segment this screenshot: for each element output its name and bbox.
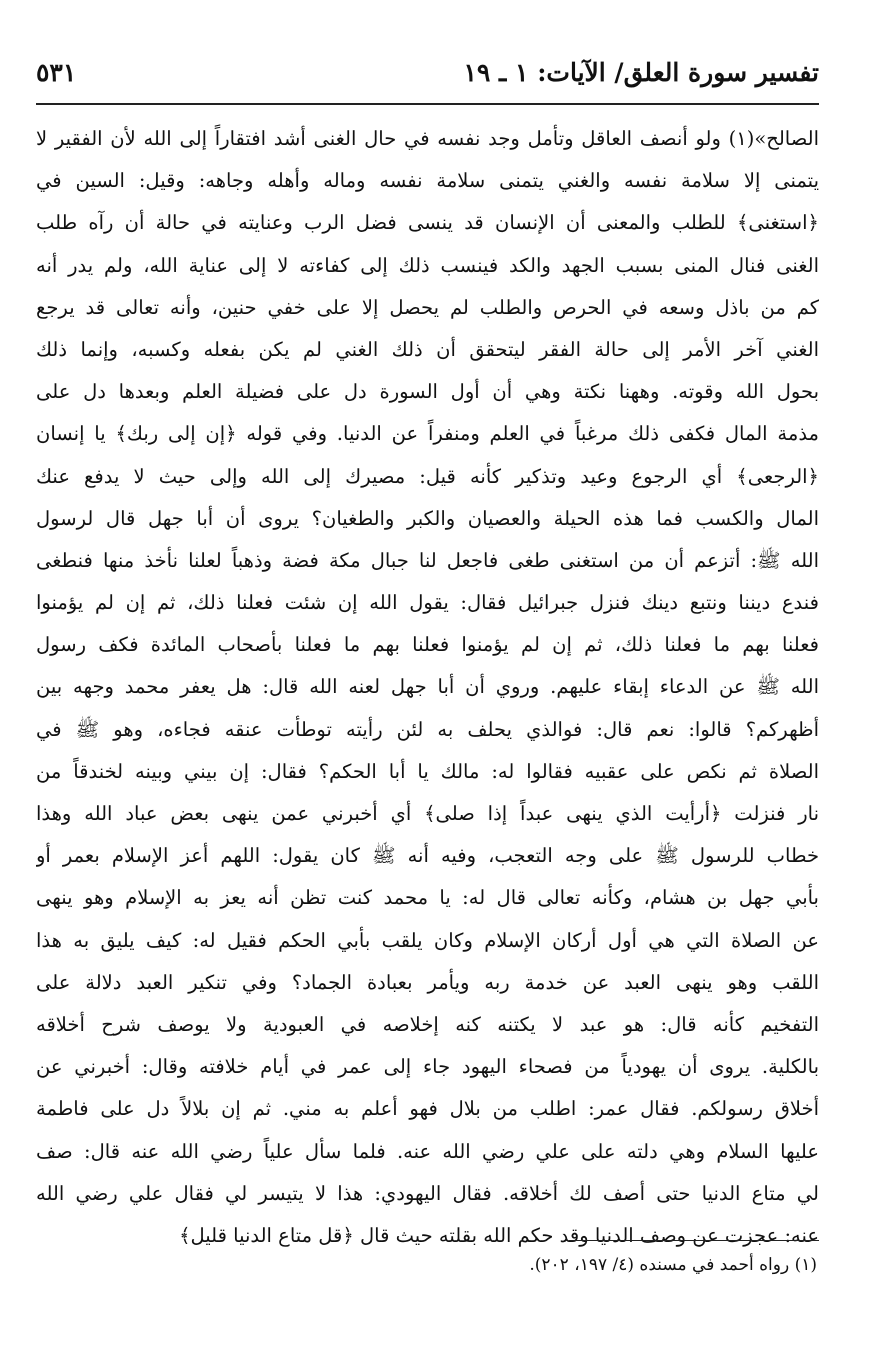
page-header bbox=[36, 58, 819, 98]
main-text bbox=[36, 118, 819, 1257]
footnote-divider bbox=[569, 1240, 819, 1241]
text-line: الغني آخر الأمر إلى حالة الفقر ليتحقق أن ذلك الغني لم يكن بفعله وكسبه، وإنما ذلك bbox=[36, 337, 819, 361]
text-line: عنه: عجزت عن وصف الدنيا وقد حكم الله بقلته حيث قال ﴿قل متاع الدنيا قليل﴾ bbox=[179, 1223, 819, 1247]
text-line: أخلاق رسولكم. فقال عمر: اطلب من بلال فهو أعلم به مني. ثم إن بلالاً دل على فاطمة bbox=[36, 1097, 819, 1121]
page-number: ٥٣١ bbox=[36, 58, 77, 87]
running-title: تفسير سورة العلق/ الآيات: ١ ـ ١٩ bbox=[463, 58, 819, 87]
text-line: الله ﷺ: أتزعم أن من استغنى طغى فاجعل لنا جبال مكة فضة وذهباً لعلنا نأخذ منها فنطغى bbox=[36, 548, 819, 572]
header-divider bbox=[36, 103, 819, 105]
text-line: ﴿استغنى﴾ للطلب والمعنى أن الإنسان قد ينسى فضل الرب وعنايته في حالة أن رآه طلب bbox=[36, 211, 819, 235]
text-line: ﴿الرجعى﴾ أي الرجوع وعيد وتذكير كأنه قيل: مصيرك إلى الله وإلى حيث لا يدفع عنك bbox=[36, 464, 819, 488]
text-line: لي متاع الدنيا حتى أصف لك أخلاقه. فقال اليهودي: هذا لا يتيسر لي فقال علي رضي الله bbox=[36, 1181, 819, 1205]
text-line: عن الصلاة التي هي أول أركان الإسلام وكان يلقب بأبي الحكم فقيل له: كيف يليق به هذا bbox=[36, 928, 819, 952]
text-line: مذمة المال فكفى ذلك مرغباً في العلم ومنفراً عن الدنيا. وفي قوله ﴿إن إلى ربك﴾ يا إنسان bbox=[36, 422, 819, 446]
text-line: الله ﷺ عن الدعاء إبقاء عليهم. وروي أن أبا جهل لعنه الله قال: هل يعفر محمد وجهه بين bbox=[36, 675, 819, 699]
text-line: نار فنزلت ﴿أرأيت الذي ينهى عبداً إذا صلى﴾ أي أخبرني عمن ينهى بعض عباد الله وهذا bbox=[36, 802, 819, 825]
text-line: المال والكسب فما هذه الحيلة والعصيان والكبر والطغيان؟ يروى أن أبا جهل قال لرسول bbox=[36, 506, 819, 530]
text-line: الغنى فنال المنى بسبب الجهد والكد فينسب ذلك إلى كفاءته لا إلى عناية الله، ولم يدر أنه bbox=[36, 253, 819, 277]
text-line: كم من باذل وسعه في الحرص والطلب لم يحصل إلا على خفي حنين، وأنه تعالى قد يرجع bbox=[36, 295, 819, 319]
text-line: اللقب وهو ينهى العبد عن خدمة ربه ويأمر بعبادة الجماد؟ وفي تنكير العبد دلالة على bbox=[36, 970, 819, 994]
text-line: بحول الله وقوته. وههنا نكتة وهي أن أول السورة دل على فضيلة العلم وبعدها دل على bbox=[36, 380, 819, 404]
text-line: عليها السلام وهي دلته على علي رضي الله عنه. فلما سأل علياً رضي الله عنه قال: صف bbox=[36, 1139, 819, 1163]
text-line: بأبي جهل بن هشام، وكأنه تعالى قال له: يا محمد كنت تظن أنه يعز به الإسلام وهو ينهى bbox=[36, 886, 819, 910]
text-line: الصالح»(١) ولو أنصف العاقل وتأمل وجد نفسه في حال الغنى أشد افتقاراً إلى الله لأن الفقير لا bbox=[36, 127, 819, 150]
footnote: (١) رواه أحمد في مسنده (٤/ ١٩٧، ٢٠٢). bbox=[529, 1255, 817, 1275]
text-line: يتمنى إلا سلامة نفسه والغني يتمنى سلامة نفسه وماله وأهله وجاهه: وقيل: السين في bbox=[36, 169, 819, 193]
text-line: بالكلية. يروى أن يهودياً من فصحاء اليهود جاء إلى عمر في أيام خلافته وقال: أخبرني عن bbox=[36, 1055, 819, 1079]
text-line: أظهركم؟ قالوا: نعم قال: فوالذي يحلف به لئن رأيته توطأت عنقه فجاءه، وهو ﷺ في bbox=[36, 717, 819, 741]
text-line: خطاب للرسول ﷺ على وجه التعجب، وفيه أنه ﷺ كان يقول: اللهم أعز الإسلام بعمر أو bbox=[36, 844, 819, 868]
text-line: الصلاة ثم نكص على عقبيه فقالوا له: مالك يا أبا الحكم؟ فقال: إن بيني وبينه لخندقاً من bbox=[36, 759, 819, 783]
text-line: فندع ديننا ونتبع دينك فنزل جبرائيل فقال: يقول الله إن شئت فعلنا ذلك، ثم إن لم يؤمنوا bbox=[36, 591, 819, 615]
text-line: التفخيم كأنه قال: هو عبد لا يكتنه كنه إخلاصه في العبودية ولا يوصف شرح أخلاقه bbox=[36, 1012, 819, 1036]
text-line: فعلنا بهم ما فعلنا ذلك، ثم إن لم يؤمنوا فعلنا بهم ما فعلنا بأصحاب المائدة فكف رسول bbox=[36, 633, 819, 657]
